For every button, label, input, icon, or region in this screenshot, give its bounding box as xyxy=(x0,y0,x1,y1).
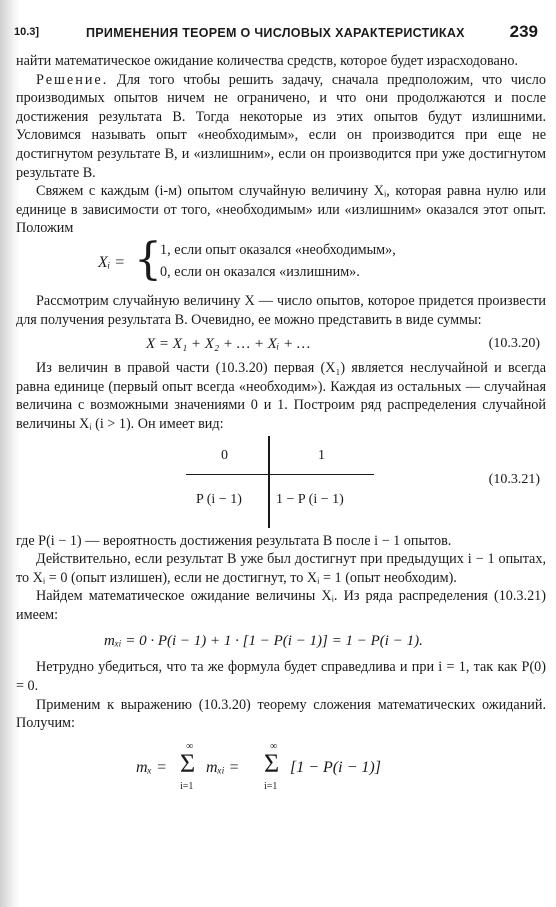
table-vertical-rule xyxy=(268,436,270,528)
distribution-table xyxy=(16,436,546,528)
paragraph-6: где P(i − 1) — вероятность достижения результата B после i − 1 опытов. xyxy=(16,532,452,549)
sum-lower-limit: i=1 xyxy=(180,780,194,792)
value-1: 1 xyxy=(318,447,325,463)
sigma-symbol: Σ xyxy=(180,748,196,778)
sum-equation xyxy=(16,741,546,801)
table-horizontal-rule xyxy=(186,474,374,476)
paragraph-10: Применим к выражению (10.3.20) теорему сложения математических ожиданий. Получим: xyxy=(16,696,546,732)
sum-rhs: [1 − P(i − 1)] xyxy=(290,758,381,776)
sigma-symbol: Σ xyxy=(264,748,280,778)
equation-number: (10.3.21) xyxy=(488,471,540,487)
equation-text: mₓᵢ = 0 · P(i − 1) + 1 · [1 − P(i − 1)] = 1 − P(i − 1). xyxy=(104,633,423,650)
paragraph-8: Найдем математическое ожидание величины Xᵢ. Из ряда распределения (10.3.21) имеем: xyxy=(16,588,546,623)
equation-10-3-20 xyxy=(16,333,546,355)
sum-lhs: mₓ = xyxy=(136,758,167,776)
prob-0: P (i − 1) xyxy=(196,491,242,507)
solution-heading: Решение. xyxy=(36,71,109,88)
cases-line-2: 0, если он оказался «излишним». xyxy=(160,263,360,280)
paragraph-solution xyxy=(16,71,546,183)
paragraph-9: Нетрудно убедиться, что та же формула будет справедлива и при i = 1, так как P(0) = 0. xyxy=(16,659,546,695)
piecewise-definition xyxy=(16,233,546,286)
paragraph-5: Из величин в правой части (10.3.20) первая (X₁) является неслучайной и всегда равна единице (первый опыт всегда «необходим»). Каждая из остальных — случайная величина с возможными значениями 0 и 1. Построим ряд распределения случайной величины Xᵢ (i > 1). Он имеет вид: xyxy=(16,360,546,432)
sum-upper-limit: ∞ xyxy=(186,740,194,752)
paragraph-7: Действительно, если результат B уже был достигнут при предыдущих i − 1 опытах, то Xᵢ = 0 (опыт излишен), если не достигнут, то Xᵢ = 1 (опыт необходим). xyxy=(16,551,546,586)
page-header xyxy=(14,22,542,44)
sum-lower-limit: i=1 xyxy=(264,780,278,792)
section-number: 10.3] xyxy=(14,26,40,38)
equation-text: X = X₁ + X₂ + … + Xᵢ + … xyxy=(146,336,311,353)
value-0: 0 xyxy=(221,447,228,463)
left-brace: { xyxy=(134,233,162,285)
prob-1: 1 − P (i − 1) xyxy=(276,491,344,507)
sum-upper-limit: ∞ xyxy=(270,740,278,752)
page-number: 239 xyxy=(509,22,538,41)
equation-number: (10.3.20) xyxy=(488,336,540,352)
cases-lhs: Xᵢ = xyxy=(98,253,126,271)
paragraph-3: Свяжем с каждым (i-м) опытом случайную величину Xᵢ, которая равна нулю или единице в зависимости от того, «необходимым» или «излишним» оказался этот опыт. Положим xyxy=(16,183,546,237)
running-title: ПРИМЕНЕНИЯ ТЕОРЕМ О ЧИСЛОВЫХ ХАРАКТЕРИСТИКАХ xyxy=(86,26,465,40)
page-body xyxy=(16,52,546,801)
sum-middle: mₓᵢ = xyxy=(206,758,240,776)
paragraph-1: найти математическое ожидание количества средств, которое будет израсходовано. xyxy=(16,53,518,69)
cases-line-1: 1, если опыт оказался «необходимым», xyxy=(160,241,396,258)
expectation-equation xyxy=(16,630,546,652)
paragraph-4: Рассмотрим случайную величину X — число опытов, которое придется произвести для получения результата B. Очевидно, ее можно представить в виде суммы: xyxy=(16,292,546,328)
solution-text: Для того чтобы решить задачу, сначала предположим, что число производимых опытов ничем не ограничено, и что они продолжаются и после достижения результата B. Тогда некоторые из этих опытов будут излишними. Условимся называть опыт «необходимым», если он производится при еще не достигнутом результате B, и «излишним», если он производится при уже достигнутом результате B. xyxy=(16,71,546,181)
